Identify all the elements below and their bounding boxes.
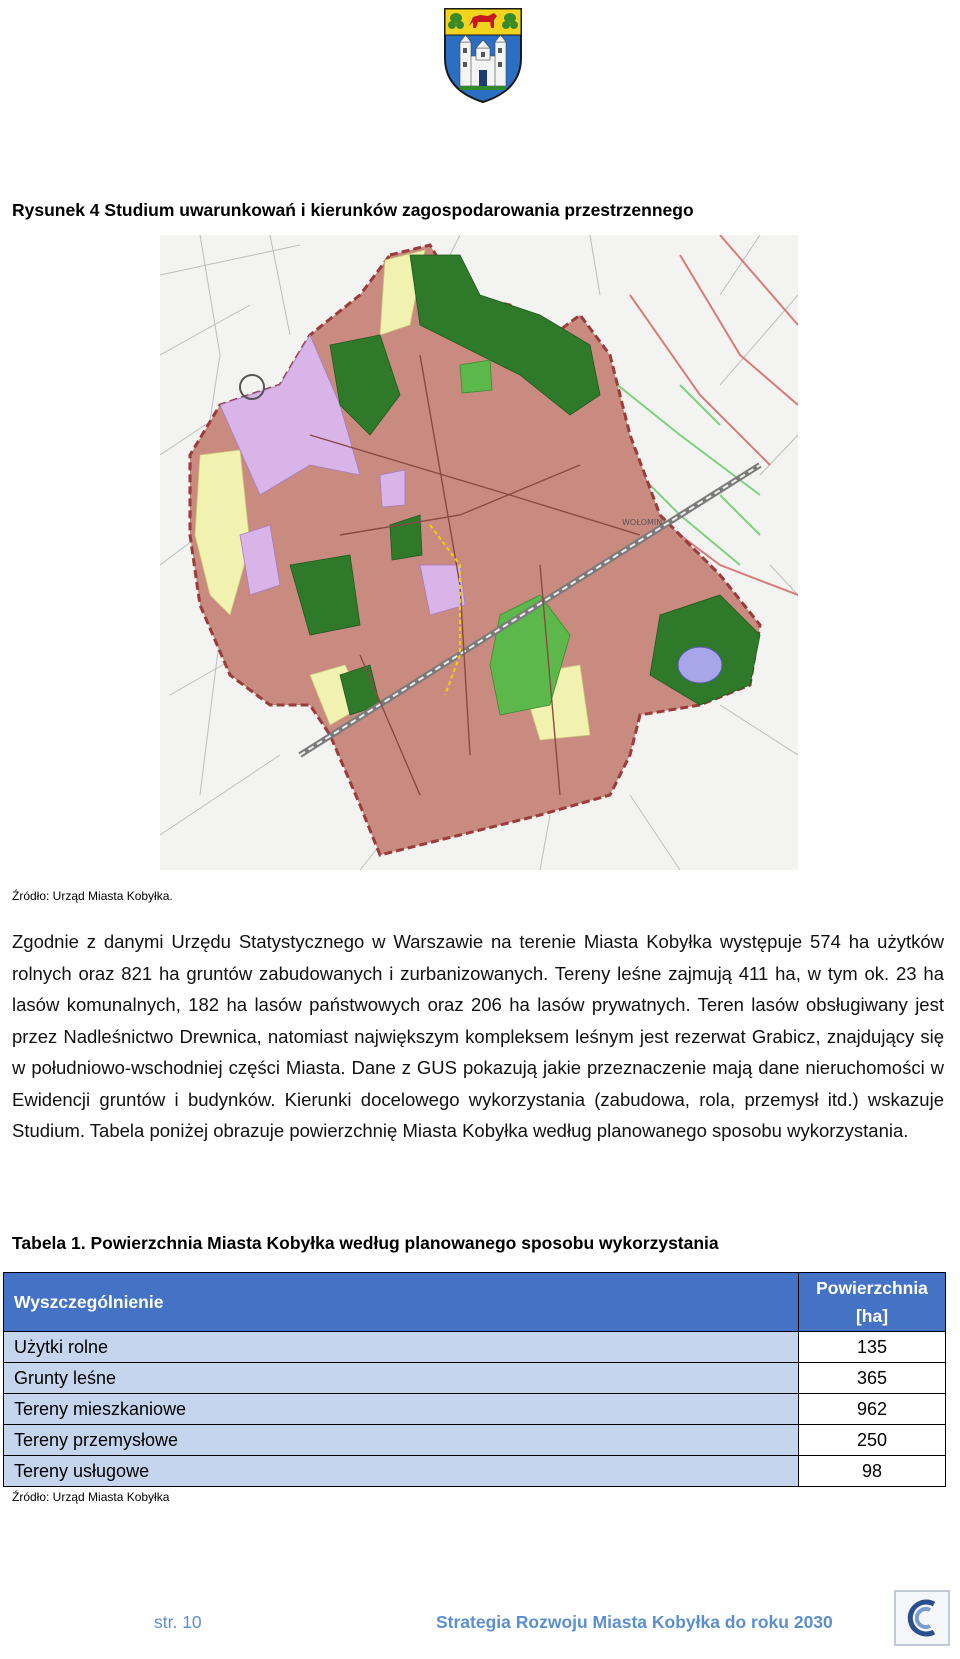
row-label: Tereny mieszkaniowe — [4, 1394, 799, 1425]
row-label: Użytki rolne — [4, 1332, 799, 1363]
figure-caption: Rysunek 4 Studium uwarunkowań i kierunków zagospodarowania przestrzennego — [12, 200, 694, 220]
strategy-logo-icon — [894, 1590, 950, 1646]
row-label: Tereny usługowe — [4, 1456, 799, 1487]
land-use-table — [3, 1272, 946, 1487]
table-header-row — [4, 1273, 946, 1332]
table-row — [4, 1332, 946, 1363]
table-row — [4, 1363, 946, 1394]
table-row — [4, 1456, 946, 1487]
row-value: 250 — [799, 1425, 946, 1456]
map-label-wolomin: WOŁOMIN — [622, 518, 663, 527]
table-source: Źródło: Urząd Miasta Kobyłka — [12, 1490, 170, 1504]
row-value: 98 — [799, 1456, 946, 1487]
figure-source: Źródło: Urząd Miasta Kobyłka. — [12, 889, 173, 903]
row-label: Tereny przemysłowe — [4, 1425, 799, 1456]
body-paragraph-text: Zgodnie z danymi Urzędu Statystycznego w Warszawie na terenie Miasta Kobyłka występuje 574 ha użytków rolnych oraz 821 ha gruntów zabudowanych i zurbanizowanych. Tereny leśne zajmują 411 ha, w tym ok. 23 ha lasów komunalnych, 182 ha lasów państwowych oraz 206 ha lasów prywatnych. Teren lasów obsługiwany jest przez Nadleśnictwo Drewnica, natomiast największym kompleksem leśnym jest rezerwat Grabicz, znajdujący się w południowo-wschodniej części Miasta. Dane z GUS pokazują jakie przeznaczenie mają dane nieruchomości w Ewidencji gruntów i budynków. Kierunki docelowego wykorzystania (zabudowa, rola, przemysł itd.) wskazuje Studium. Tabela poniżej obrazuje powierzchnię Miasta Kobyłka według planowanego sposobu wykorzystania. — [12, 931, 944, 1141]
row-value: 135 — [799, 1332, 946, 1363]
row-value: 365 — [799, 1363, 946, 1394]
table-row — [4, 1425, 946, 1456]
page-footer — [0, 1612, 960, 1642]
document-title: Strategia Rozwoju Miasta Kobyłka do roku 2030 — [436, 1612, 833, 1632]
row-value: 962 — [799, 1394, 946, 1425]
row-label: Grunty leśne — [4, 1363, 799, 1394]
table-caption: Tabela 1. Powierzchnia Miasta Kobyłka według planowanego sposobu wykorzystania — [12, 1233, 719, 1253]
body-paragraph — [12, 926, 944, 1147]
header-powierzchnia: Powierzchnia [ha] — [799, 1273, 946, 1332]
page-number: str. 10 — [154, 1612, 202, 1632]
kobylka-coat-of-arms — [442, 6, 524, 104]
table-row — [4, 1394, 946, 1425]
header-wyszczegolnienie: Wyszczególnienie — [4, 1273, 799, 1332]
zoning-map — [160, 235, 798, 870]
